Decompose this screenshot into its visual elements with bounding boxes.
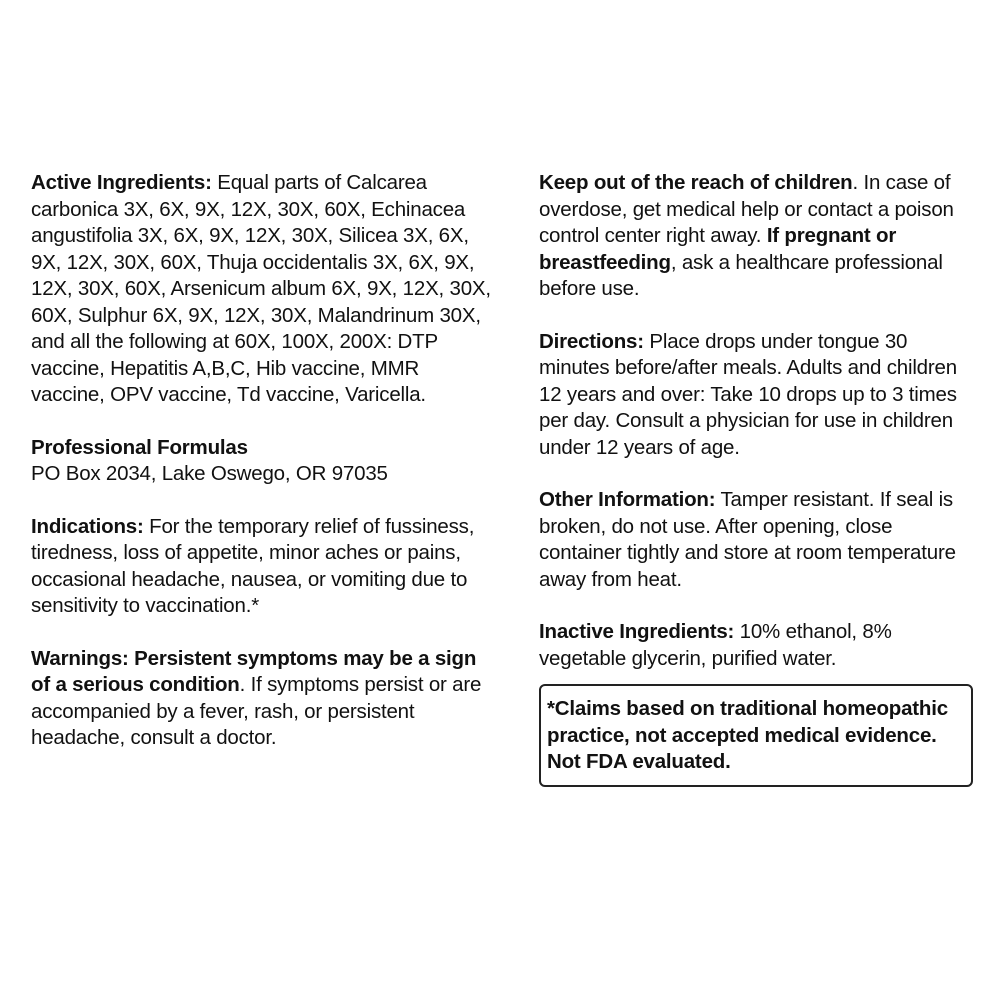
warnings-paragraph (31, 646, 493, 752)
inactive-ingredients-text: 10% ethanol, 8% vegetable glycerin, purified water. (539, 620, 892, 670)
directions-paragraph (539, 329, 975, 462)
other-information-paragraph (539, 487, 975, 593)
warnings-section (31, 646, 493, 752)
warnings-heading: Warnings: Persistent symptoms may be a sign of a serious condition (31, 646, 477, 696)
indications-heading: Indications: (31, 514, 144, 538)
active-ingredients-heading: Active Ingredients: (31, 171, 212, 194)
indications-text: For the temporary relief of fussiness, tiredness, loss of appetite, minor aches or pains, occasional headache, nausea, or vomiting due to sensitivity to vaccination.* (31, 514, 475, 617)
manufacturer-address: PO Box 2034, Lake Oswego, OR 97035 (31, 462, 388, 485)
children-warning-heading: Keep out of the reach of children (539, 171, 853, 194)
directions-heading: Directions: (539, 329, 644, 353)
manufacturer-name: Professional Formulas (31, 435, 248, 459)
indications-paragraph (31, 514, 493, 620)
directions-section (539, 329, 975, 462)
directions-text: Place drops under tongue 30 minutes before/after meals. Adults and children 12 years and over: Take 10 drops up to 3 times per day. Consult a physician for use in children under 12 years of age. (539, 329, 957, 459)
other-information-heading: Other Information: (539, 488, 716, 511)
children-warning-paragraph (539, 170, 975, 303)
other-information-section (539, 487, 975, 593)
left-column (31, 170, 493, 778)
active-ingredients-paragraph (31, 170, 493, 409)
manufacturer-section (31, 435, 493, 488)
pregnancy-warning-heading: If pregnant or breastfeeding (539, 224, 897, 274)
active-ingredients-section (31, 170, 493, 409)
right-column (539, 170, 975, 787)
other-information-text: Tamper resistant. If seal is broken, do not use. After opening, close container tightly and store at room temperature away from heat. (539, 488, 956, 591)
inactive-ingredients-heading: Inactive Ingredients: (539, 620, 735, 643)
warnings-text: . If symptoms persist or are accompanied by a fever, rash, or persistent headache, consult a doctor. (31, 673, 482, 749)
children-warning-section (539, 170, 975, 303)
indications-section (31, 514, 493, 620)
claims-notice-text: *Claims based on traditional homeopathic practice, not accepted medical evidence. Not FDA evaluated. (547, 697, 948, 773)
active-ingredients-text: Equal parts of Calcarea carbonica 3X, 6X, 9X, 12X, 30X, 60X, Echinacea angustifolia 3X, 6X, 9X, 12X, 30X, Silicea 3X, 6X, 9X, 12X, 30X, 60X, Thuja occidentalis 3X, 6X, 9X, 12X, 30X, 60X, Arsenicum album 6X, 9X, 12X, 30X, 60X, Sulphur 6X, 9X, 12X, 30X, Malandrinum 30X, and all the following at 60X, 100X, 200X: DTP vaccine, Hepatitis A,B,C, Hib vaccine, MMR vaccine, OPV vaccine, Td vaccine, Varicella. (31, 171, 491, 406)
inactive-ingredients-paragraph (539, 619, 975, 672)
inactive-ingredients-section (539, 619, 975, 672)
children-warning-text: . In case of overdose, get medical help or contact a poison control center right away. (539, 171, 954, 247)
pregnancy-warning-text: , ask a healthcare professional before use. (539, 250, 943, 300)
claims-notice-box (539, 684, 973, 787)
